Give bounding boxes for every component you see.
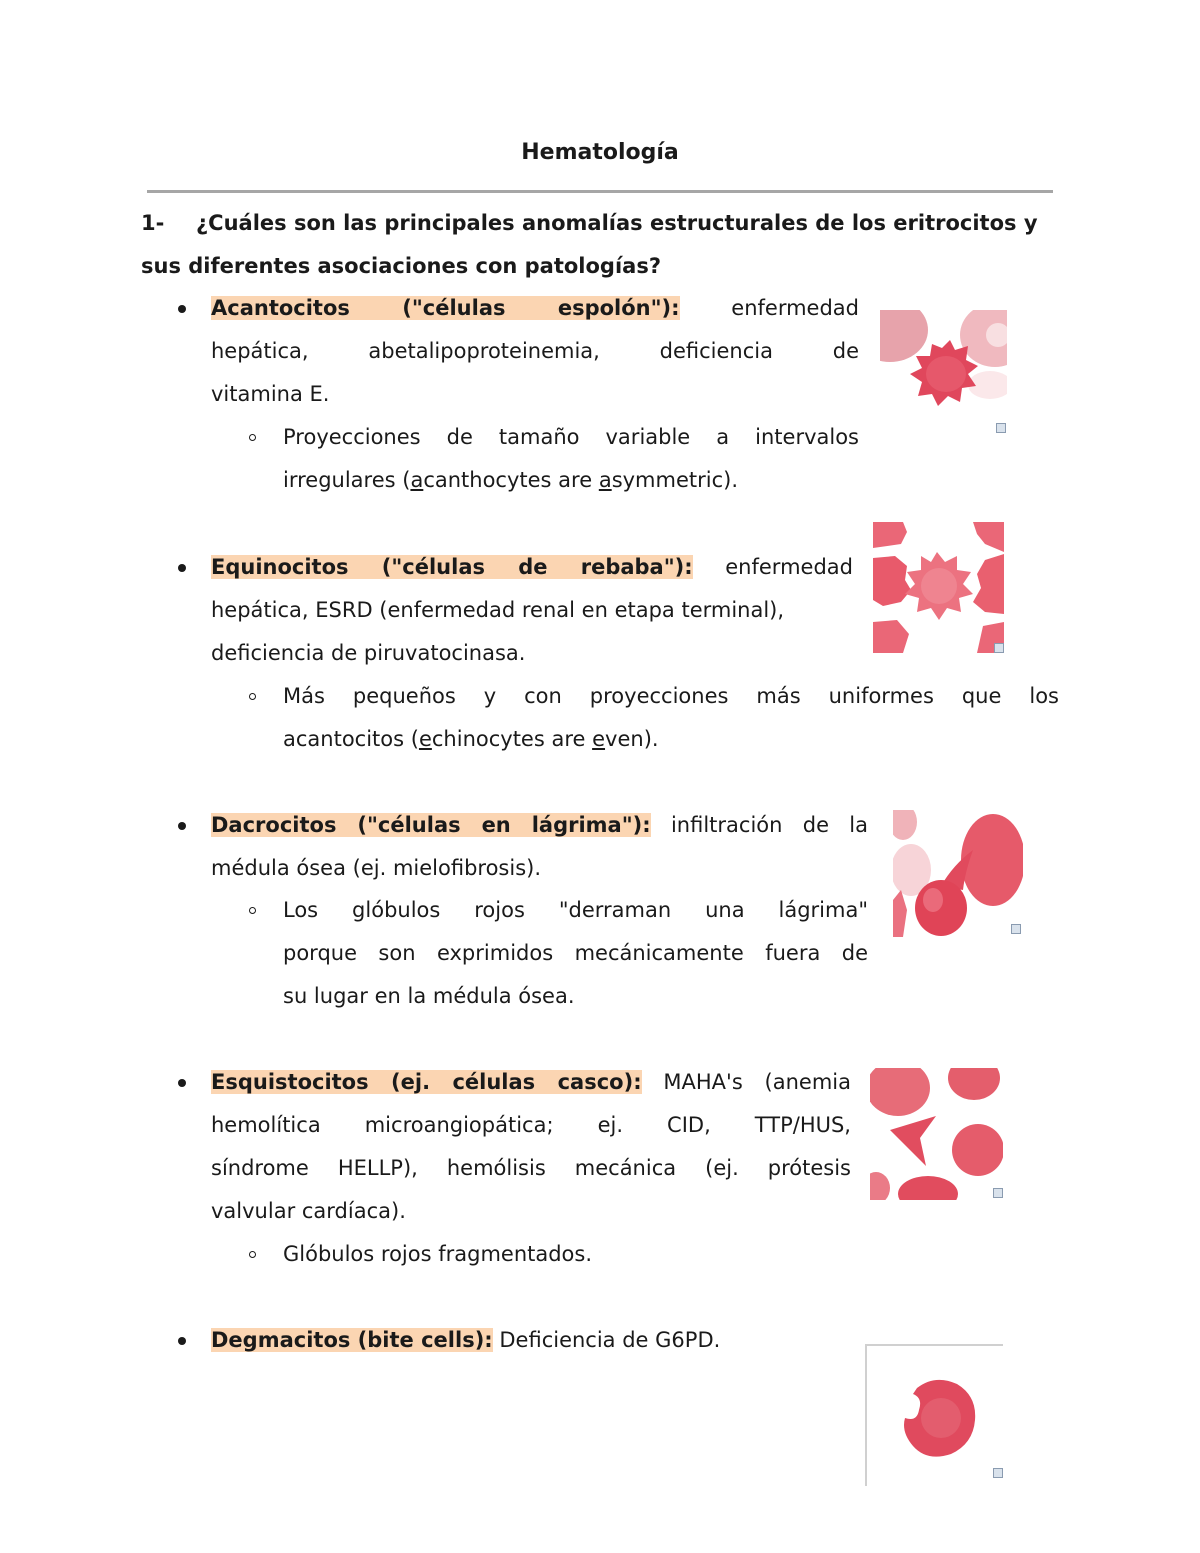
item-text: Los glóbulos rojos "derraman una lágrima": [283, 898, 868, 922]
item-equinocitos-sub: [283, 675, 1059, 761]
item-text: hepática, ESRD (enfermedad renal en etapa terminal),: [211, 598, 785, 622]
mnemonic-letter: a: [410, 468, 424, 492]
item-text: hemolítica microangiopática; ej. CID, TTP/HUS,: [211, 1113, 851, 1137]
item-text: enfermedad: [731, 296, 859, 320]
schistocyte-image: [870, 1068, 1003, 1200]
acanthocyte-image: [880, 310, 1007, 437]
item-text: symmetric).: [611, 468, 739, 492]
item-text: ven).: [605, 727, 659, 751]
item-text: acantocitos (: [283, 727, 419, 751]
echinocyte-image: [873, 522, 1004, 653]
item-text: hepática, abetalipoproteinemia, deficiencia de: [211, 339, 859, 363]
mnemonic-letter: a: [598, 468, 612, 492]
question-text-line2: sus diferentes asociaciones con patologías?: [141, 254, 662, 278]
item-text: porque son exprimidos mecánicamente fuera de: [283, 941, 868, 965]
item-text: Más pequeños y con proyecciones más uniformes que los: [283, 684, 1059, 708]
broken-image-icon: [994, 643, 1004, 653]
dacrocyte-image: [893, 810, 1023, 937]
broken-image-icon: [993, 1468, 1003, 1478]
item-esquistocitos-sub: [283, 1233, 851, 1276]
item-dacrocitos-sub: [283, 889, 868, 1018]
item-text: médula ósea (ej. mielofibrosis).: [211, 856, 542, 880]
bullet-icon: [178, 822, 186, 830]
broken-image-icon: [1011, 924, 1021, 934]
degmacyte-image: [865, 1344, 1003, 1486]
item-text: su lugar en la médula ósea.: [283, 984, 575, 1008]
item-text: síndrome HELLP), hemólisis mecánica (ej. prótesis: [211, 1156, 851, 1180]
item-text: MAHA's (anemia: [663, 1070, 852, 1094]
item-text: infiltración de la: [670, 813, 868, 837]
sub-bullet-icon: [249, 434, 256, 441]
item-acantocitos-sub: [283, 416, 859, 502]
term-highlight: Degmacitos (bite cells):: [211, 1328, 493, 1352]
item-acantocitos: [211, 287, 859, 416]
bullet-icon: [178, 305, 186, 313]
item-esquistocitos: [211, 1061, 851, 1233]
item-dacrocitos: [211, 804, 868, 890]
bullet-icon: [178, 564, 186, 572]
sub-bullet-icon: [249, 907, 256, 914]
mnemonic-letter: e: [592, 727, 606, 751]
item-text: deficiencia de piruvatocinasa.: [211, 641, 526, 665]
item-equinocitos: [211, 546, 853, 675]
item-text: Deficiencia de G6PD.: [499, 1328, 721, 1352]
sub-bullet-icon: [249, 693, 256, 700]
item-text: valvular cardíaca).: [211, 1199, 406, 1223]
broken-image-icon: [993, 1188, 1003, 1198]
question-number: 1-: [141, 211, 165, 235]
question-heading: [141, 202, 1061, 288]
item-text: vitamina E.: [211, 382, 330, 406]
item-text: chinocytes are: [431, 727, 593, 751]
question-text-line1: ¿Cuáles son las principales anomalías estructurales de los eritrocitos y: [196, 211, 1038, 235]
page-title: Hematología: [521, 140, 679, 165]
title-divider: [147, 190, 1053, 193]
bullet-icon: [178, 1079, 186, 1087]
item-text: canthocytes are: [423, 468, 599, 492]
term-highlight: Dacrocitos ("células en lágrima"):: [211, 813, 651, 837]
item-degmacitos: [211, 1319, 851, 1362]
broken-image-icon: [996, 423, 1006, 433]
bullet-icon: [178, 1337, 186, 1345]
term-highlight: Acantocitos ("células espolón"):: [211, 296, 680, 320]
item-text: irregulares (: [283, 468, 411, 492]
item-text: Proyecciones de tamaño variable a intervalos: [283, 425, 859, 449]
mnemonic-letter: e: [418, 727, 432, 751]
item-text: Glóbulos rojos fragmentados.: [283, 1242, 593, 1266]
sub-bullet-icon: [249, 1251, 256, 1258]
item-text: enfermedad: [725, 555, 853, 579]
term-highlight: Esquistocitos (ej. células casco):: [211, 1070, 642, 1094]
term-highlight: Equinocitos ("células de rebaba"):: [211, 555, 693, 579]
